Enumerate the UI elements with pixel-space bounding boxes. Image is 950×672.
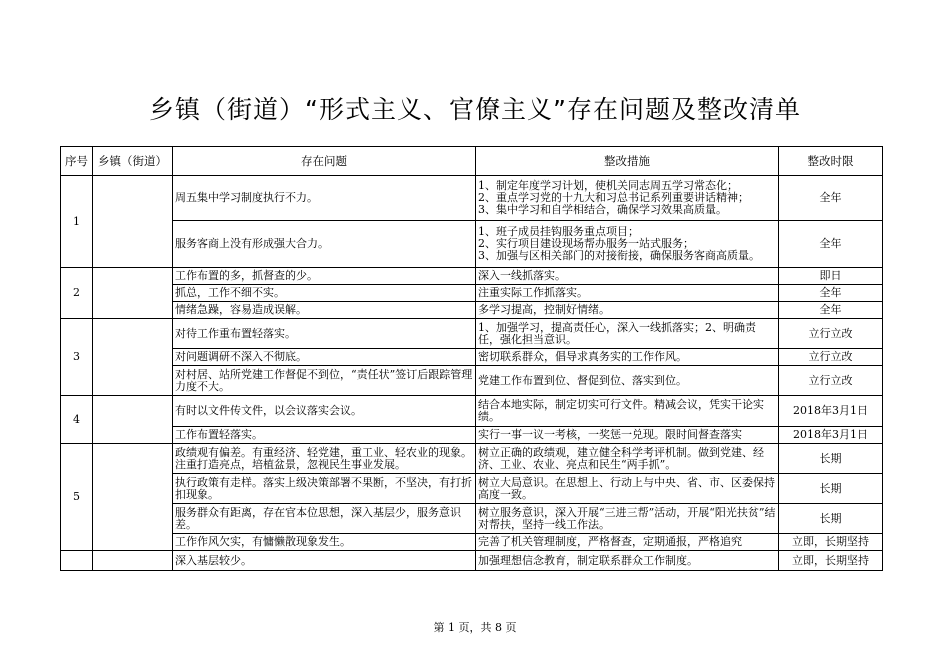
measure-cell: 结合本地实际，制定切实可行文件。精减会议，凭实干论实绩。 (476, 396, 779, 427)
problem-cell: 对问题调研不深入不彻底。 (173, 349, 476, 366)
seq-cell: 1 (61, 176, 93, 268)
deadline-cell: 立即，长期坚持 (779, 551, 883, 571)
problem-cell: 工作布置轻落实。 (173, 427, 476, 444)
deadline-cell: 立行立改 (779, 366, 883, 396)
table-row (61, 176, 883, 221)
deadline-cell: 全年 (779, 302, 883, 319)
measure-cell: 深入一线抓落实。 (476, 268, 779, 285)
measure-cell: 党建工作布置到位、督促到位、落实到位。 (476, 366, 779, 396)
table-row (61, 349, 883, 366)
deadline-cell: 2018年3月1日 (779, 427, 883, 444)
deadline-cell: 即日 (779, 268, 883, 285)
measure-cell: 实行一事一议一考核，一奖惩一兑现。限时间督查落实 (476, 427, 779, 444)
table-row (61, 285, 883, 302)
deadline-cell: 全年 (779, 285, 883, 302)
town-cell (93, 319, 173, 396)
rectification-table (60, 146, 883, 571)
problem-cell: 情绪急躁，容易造成误解。 (173, 302, 476, 319)
problem-cell: 服务客商上没有形成强大合力。 (173, 221, 476, 268)
measure-cell: 密切联系群众，倡导求真务实的工作作风。 (476, 349, 779, 366)
table-row (61, 551, 883, 571)
problem-cell: 执行政策有走样。落实上级决策部署不果断，不坚决，有打折扣现象。 (173, 474, 476, 504)
measure-cell: 树立正确的政绩观，建立健全科学考评机制。做到党建、经济、工业、农业、亮点和民生“两手抓”。 (476, 444, 779, 474)
deadline-cell: 全年 (779, 221, 883, 268)
deadline-cell: 立行立改 (779, 319, 883, 349)
header-deadline: 整改时限 (779, 147, 883, 176)
deadline-cell: 长期 (779, 444, 883, 474)
problem-cell: 对村居、站所党建工作督促不到位，“责任状”签订后跟踪管理力度不大。 (173, 366, 476, 396)
table-row (61, 366, 883, 396)
deadline-cell: 立行立改 (779, 349, 883, 366)
header-seq: 序号 (61, 147, 93, 176)
table-body (61, 176, 883, 571)
page-footer: 第 1 页，共 8 页 (433, 621, 517, 634)
seq-cell: 2 (61, 268, 93, 319)
problem-cell: 政绩观有偏差。有重经济、轻党建，重工业、轻农业的现象。注重打造亮点，培植盆景，忽视民生事业发展。 (173, 444, 476, 474)
page-title: 乡镇（街道）“形式主义、官僚主义”存在问题及整改清单 (149, 95, 801, 124)
measure-cell: 注重实际工作抓落实。 (476, 285, 779, 302)
table-row (61, 474, 883, 504)
seq-cell: 5 (61, 444, 93, 551)
measure-cell: 树立服务意识，深入开展“三进三帮”活动，开展“阳光扶贫”结对帮扶，坚持一线工作法。 (476, 504, 779, 534)
problem-cell: 服务群众有距离，存在官本位思想，深入基层少，服务意识差。 (173, 504, 476, 534)
deadline-cell: 长期 (779, 474, 883, 504)
measure-cell: 多学习提高，控制好情绪。 (476, 302, 779, 319)
measure-cell: 加强理想信念教育，制定联系群众工作制度。 (476, 551, 779, 571)
problem-cell: 对待工作重布置轻落实。 (173, 319, 476, 349)
problem-cell: 工作布置的多，抓督查的少。 (173, 268, 476, 285)
table-row (61, 221, 883, 268)
town-cell (93, 176, 173, 268)
table-row (61, 396, 883, 427)
header-measure: 整改措施 (476, 147, 779, 176)
deadline-cell: 全年 (779, 176, 883, 221)
seq-cell: 3 (61, 319, 93, 396)
table-row (61, 504, 883, 534)
problem-cell: 抓总，工作不细不实。 (173, 285, 476, 302)
table-row (61, 534, 883, 551)
table-row (61, 444, 883, 474)
measure-cell: 完善了机关管理制度，严格督查，定期通报，严格追究 (476, 534, 779, 551)
town-cell (93, 268, 173, 319)
header-town: 乡镇（街道） (93, 147, 173, 176)
problem-cell: 周五集中学习制度执行不力。 (173, 176, 476, 221)
measure-cell: 1、制定年度学习计划，使机关同志周五学习常态化； 2、重点学习党的十九大和习总书记系列重要讲话精神； 3、集中学习和自学相结合，确保学习效果高质量。 (476, 176, 779, 221)
table-row (61, 268, 883, 285)
town-cell (93, 396, 173, 444)
table-row (61, 319, 883, 349)
measure-cell: 1、班子成员挂钩服务重点项目； 2、实行项目建设现场帮办服务一站式服务； 3、加强与区相关部门的对接衔接，确保服务客商高质量。 (476, 221, 779, 268)
header-problem: 存在问题 (173, 147, 476, 176)
measure-cell: 树立大局意识。在思想上、行动上与中央、省、市、区委保持高度一致。 (476, 474, 779, 504)
problem-cell: 工作作风欠实，有慵懒散现象发生。 (173, 534, 476, 551)
deadline-cell: 长期 (779, 504, 883, 534)
problem-cell: 有时以文件传文件，以会议落实会议。 (173, 396, 476, 427)
problem-cell: 深入基层较少。 (173, 551, 476, 571)
seq-cell: 4 (61, 396, 93, 444)
table-row (61, 302, 883, 319)
town-cell (93, 551, 173, 571)
measure-cell: 1、加强学习，提高责任心，深入一线抓落实；2、明确责任，强化担当意识。 (476, 319, 779, 349)
town-cell (93, 444, 173, 551)
deadline-cell: 立即，长期坚持 (779, 534, 883, 551)
deadline-cell: 2018年3月1日 (779, 396, 883, 427)
table-header-row (61, 147, 883, 176)
seq-cell (61, 551, 93, 571)
table-row (61, 427, 883, 444)
